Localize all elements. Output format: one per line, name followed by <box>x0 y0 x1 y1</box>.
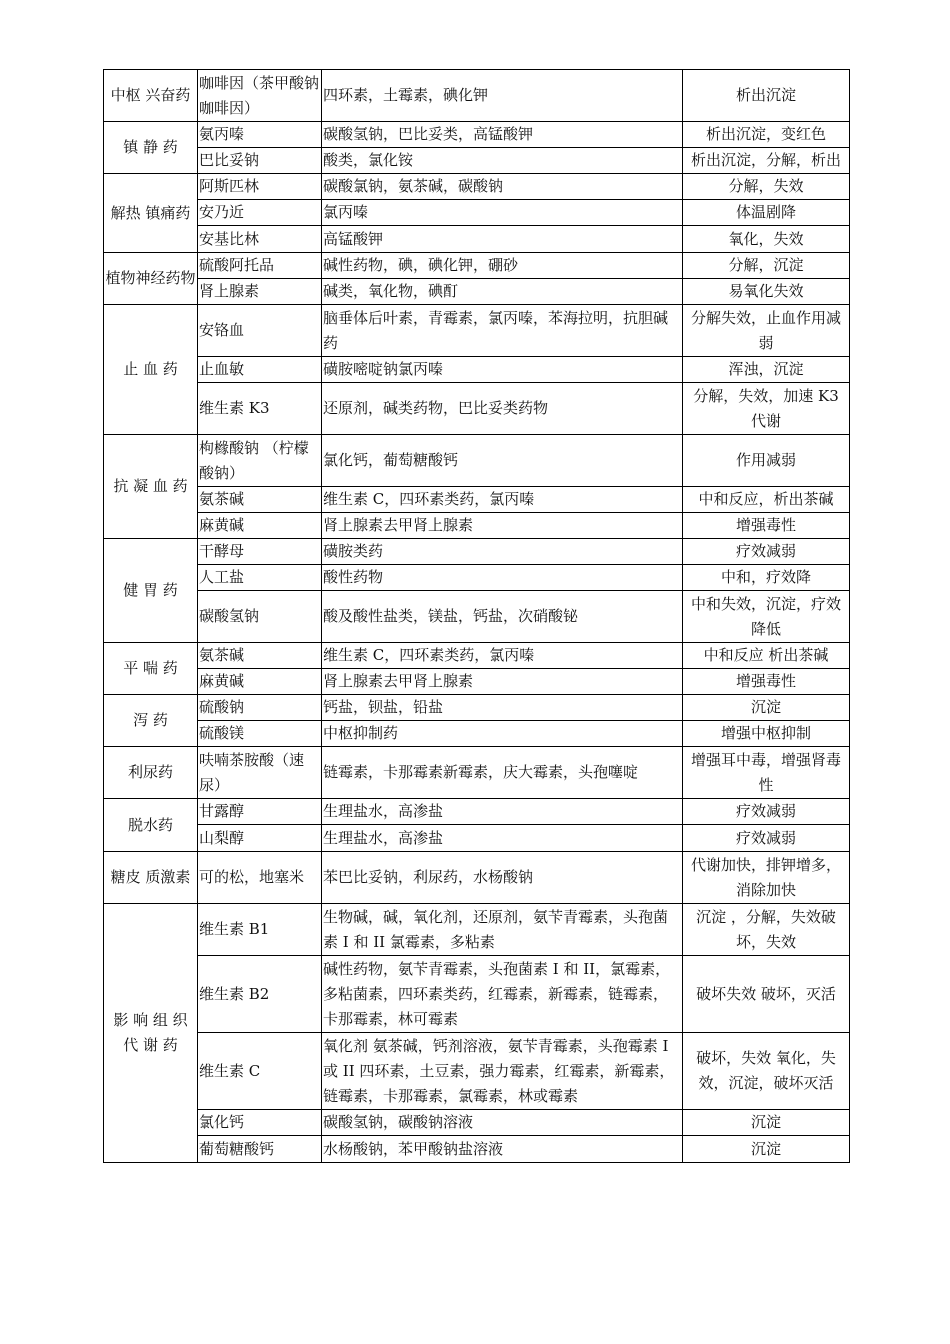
category-cell: 中枢 兴奋药 <box>104 70 198 122</box>
result-cell: 沉淀 <box>683 695 850 721</box>
drug-name-cell: 人工盐 <box>198 565 322 591</box>
incompatible-drugs-cell: 氯化钙，葡萄糖酸钙 <box>322 435 683 487</box>
result-cell: 分解，失效 <box>683 174 850 200</box>
result-cell: 体温剧降 <box>683 200 850 226</box>
incompatible-drugs-cell: 氯丙嗪 <box>322 200 683 226</box>
category-cell: 健 胃 药 <box>104 539 198 643</box>
incompatible-drugs-cell: 维生素 C，四环素类药，氯丙嗪 <box>322 643 683 669</box>
incompatible-drugs-cell: 链霉素，卡那霉素新霉素，庆大霉素，头孢噻啶 <box>322 747 683 799</box>
result-cell: 沉淀 <box>683 1110 850 1136</box>
drug-name-cell: 维生素 K3 <box>198 383 322 435</box>
incompatible-drugs-cell: 肾上腺素去甲肾上腺素 <box>322 669 683 695</box>
incompatible-drugs-cell: 生物碱，碱，氧化剂，还原剂，氨苄青霉素，头孢菌素 I 和 II 氯霉素，多粘素 <box>322 904 683 956</box>
table-row <box>104 747 850 799</box>
result-cell: 破坏失效 破坏，灭活 <box>683 956 850 1033</box>
table-row <box>104 1033 850 1110</box>
result-cell: 疗效减弱 <box>683 539 850 565</box>
category-cell: 植物神经药物 <box>104 253 198 305</box>
table-row <box>104 539 850 565</box>
drug-name-cell: 硫酸镁 <box>198 721 322 747</box>
category-cell: 脱水药 <box>104 799 198 852</box>
drug-name-cell: 巴比妥钠 <box>198 148 322 174</box>
table-row <box>104 695 850 721</box>
table-row <box>104 174 850 200</box>
result-cell: 中和反应，析出茶碱 <box>683 487 850 513</box>
incompatible-drugs-cell: 水杨酸钠，苯甲酸钠盐溶液 <box>322 1136 683 1163</box>
incompatible-drugs-cell: 氧化剂 氨茶碱，钙剂溶液，氨苄青霉素，头孢霉素 I 或 II 四环素，土豆素，强力霉素，红霉素，新霉素，链霉素，卡那霉素，氯霉素，林或霉素 <box>322 1033 683 1110</box>
drug-name-cell: 肾上腺素 <box>198 279 322 305</box>
drug-name-cell: 止血敏 <box>198 357 322 383</box>
table-row <box>104 904 850 956</box>
category-cell: 利尿药 <box>104 747 198 799</box>
result-cell: 沉淀 <box>683 1136 850 1163</box>
table-body <box>104 70 850 1163</box>
drug-name-cell: 可的松，地塞米 <box>198 852 322 904</box>
table-row <box>104 70 850 122</box>
result-cell: 中和，疗效降 <box>683 565 850 591</box>
drug-name-cell: 氯化钙 <box>198 1110 322 1136</box>
table-row <box>104 357 850 383</box>
incompatible-drugs-cell: 碱类，氧化物，碘酊 <box>322 279 683 305</box>
drug-name-cell: 山梨醇 <box>198 825 322 852</box>
incompatible-drugs-cell: 磺胺嘧啶钠氯丙嗪 <box>322 357 683 383</box>
result-cell: 分解，沉淀 <box>683 253 850 279</box>
incompatible-drugs-cell: 四环素，土霉素，碘化钾 <box>322 70 683 122</box>
result-cell: 增强中枢抑制 <box>683 721 850 747</box>
table-row <box>104 226 850 253</box>
table-row <box>104 956 850 1033</box>
incompatible-drugs-cell: 酸及酸性盐类，镁盐，钙盐，次硝酸铋 <box>322 591 683 643</box>
category-cell: 镇 静 药 <box>104 122 198 174</box>
drug-name-cell: 葡萄糖酸钙 <box>198 1136 322 1163</box>
drug-name-cell: 干酵母 <box>198 539 322 565</box>
result-cell: 分解，失效，加速 K3 代谢 <box>683 383 850 435</box>
table-row <box>104 565 850 591</box>
result-cell: 析出沉淀，变红色 <box>683 122 850 148</box>
result-cell: 析出沉淀，分解，析出 <box>683 148 850 174</box>
result-cell: 疗效减弱 <box>683 825 850 852</box>
drug-name-cell: 枸橼酸钠 （柠檬酸钠） <box>198 435 322 487</box>
table-row <box>104 799 850 825</box>
incompatible-drugs-cell: 中枢抑制药 <box>322 721 683 747</box>
incompatible-drugs-cell: 碱性药物，碘，碘化钾，硼砂 <box>322 253 683 279</box>
table-row <box>104 669 850 695</box>
table-row <box>104 279 850 305</box>
incompatible-drugs-cell: 生理盐水，高渗盐 <box>322 825 683 852</box>
result-cell: 易氧化失效 <box>683 279 850 305</box>
drug-name-cell: 麻黄碱 <box>198 513 322 539</box>
drug-name-cell: 麻黄碱 <box>198 669 322 695</box>
table-row <box>104 825 850 852</box>
incompatible-drugs-cell: 高锰酸钾 <box>322 226 683 253</box>
table-row <box>104 1136 850 1163</box>
incompatible-drugs-cell: 酸类，氯化铵 <box>322 148 683 174</box>
drug-name-cell: 安铬血 <box>198 305 322 357</box>
drug-incompatibility-table <box>103 69 850 1163</box>
table-row <box>104 305 850 357</box>
result-cell: 沉淀 ，分解，失效破坏，失效 <box>683 904 850 956</box>
category-cell: 抗 凝 血 药 <box>104 435 198 539</box>
drug-name-cell: 阿斯匹林 <box>198 174 322 200</box>
category-cell: 糖皮 质激素 <box>104 852 198 904</box>
result-cell: 析出沉淀 <box>683 70 850 122</box>
table-row <box>104 591 850 643</box>
table-row <box>104 435 850 487</box>
category-cell: 平 喘 药 <box>104 643 198 695</box>
incompatible-drugs-cell: 苯巴比妥钠，利尿药，水杨酸钠 <box>322 852 683 904</box>
category-cell: 解热 镇痛药 <box>104 174 198 253</box>
drug-name-cell: 氨茶碱 <box>198 643 322 669</box>
drug-name-cell: 维生素 B1 <box>198 904 322 956</box>
table-row <box>104 148 850 174</box>
drug-name-cell: 维生素 C <box>198 1033 322 1110</box>
table-row <box>104 383 850 435</box>
result-cell: 氧化，失效 <box>683 226 850 253</box>
result-cell: 疗效减弱 <box>683 799 850 825</box>
incompatible-drugs-cell: 碳酸氢钠，碳酸钠溶液 <box>322 1110 683 1136</box>
drug-name-cell: 安基比林 <box>198 226 322 253</box>
drug-name-cell: 硫酸钠 <box>198 695 322 721</box>
result-cell: 分解失效，止血作用减弱 <box>683 305 850 357</box>
result-cell: 破坏，失效 氧化，失效，沉淀，破坏灭活 <box>683 1033 850 1110</box>
table-row <box>104 253 850 279</box>
incompatible-drugs-cell: 碳酸氢钠，巴比妥类，高锰酸钾 <box>322 122 683 148</box>
incompatible-drugs-cell: 还原剂，碱类药物，巴比妥类药物 <box>322 383 683 435</box>
drug-name-cell: 呋喃茶胺酸（速尿） <box>198 747 322 799</box>
drug-name-cell: 碳酸氢钠 <box>198 591 322 643</box>
incompatible-drugs-cell: 肾上腺素去甲肾上腺素 <box>322 513 683 539</box>
table-row <box>104 487 850 513</box>
incompatible-drugs-cell: 碳酸氯钠，氨茶碱，碳酸钠 <box>322 174 683 200</box>
result-cell: 增强耳中毒，增强肾毒性 <box>683 747 850 799</box>
category-cell: 泻 药 <box>104 695 198 747</box>
result-cell: 代谢加快，排钾增多，消除加快 <box>683 852 850 904</box>
result-cell: 增强毒性 <box>683 513 850 539</box>
table-row <box>104 513 850 539</box>
result-cell: 作用减弱 <box>683 435 850 487</box>
result-cell: 浑浊，沉淀 <box>683 357 850 383</box>
table-row <box>104 122 850 148</box>
incompatible-drugs-cell: 钙盐，钡盐，铅盐 <box>322 695 683 721</box>
drug-name-cell: 维生素 B2 <box>198 956 322 1033</box>
incompatible-drugs-cell: 酸性药物 <box>322 565 683 591</box>
drug-name-cell: 安乃近 <box>198 200 322 226</box>
result-cell: 增强毒性 <box>683 669 850 695</box>
incompatible-drugs-cell: 脑垂体后叶素，青霉素，氯丙嗪，苯海拉明，抗胆碱药 <box>322 305 683 357</box>
incompatible-drugs-cell: 生理盐水，高渗盐 <box>322 799 683 825</box>
incompatible-drugs-cell: 维生素 C，四环素类药，氯丙嗪 <box>322 487 683 513</box>
table-row <box>104 1110 850 1136</box>
category-cell: 影 响 组 织 代 谢 药 <box>104 904 198 1163</box>
incompatible-drugs-cell: 磺胺类药 <box>322 539 683 565</box>
incompatible-drugs-cell: 碱性药物，氨苄青霉素，头孢菌素 I 和 II，氯霉素，多粘菌素，四环素类药，红霉素，新霉素，链霉素，卡那霉素，林可霉素 <box>322 956 683 1033</box>
drug-name-cell: 甘露醇 <box>198 799 322 825</box>
table-row <box>104 643 850 669</box>
category-cell: 止 血 药 <box>104 305 198 435</box>
drug-name-cell: 氨茶碱 <box>198 487 322 513</box>
table-row <box>104 852 850 904</box>
drug-name-cell: 氨丙嗪 <box>198 122 322 148</box>
table-row <box>104 721 850 747</box>
drug-name-cell: 硫酸阿托品 <box>198 253 322 279</box>
drug-name-cell: 咖啡因（茶甲酸钠咖啡因） <box>198 70 322 122</box>
result-cell: 中和失效，沉淀，疗效降低 <box>683 591 850 643</box>
table-row <box>104 200 850 226</box>
result-cell: 中和反应 析出茶碱 <box>683 643 850 669</box>
